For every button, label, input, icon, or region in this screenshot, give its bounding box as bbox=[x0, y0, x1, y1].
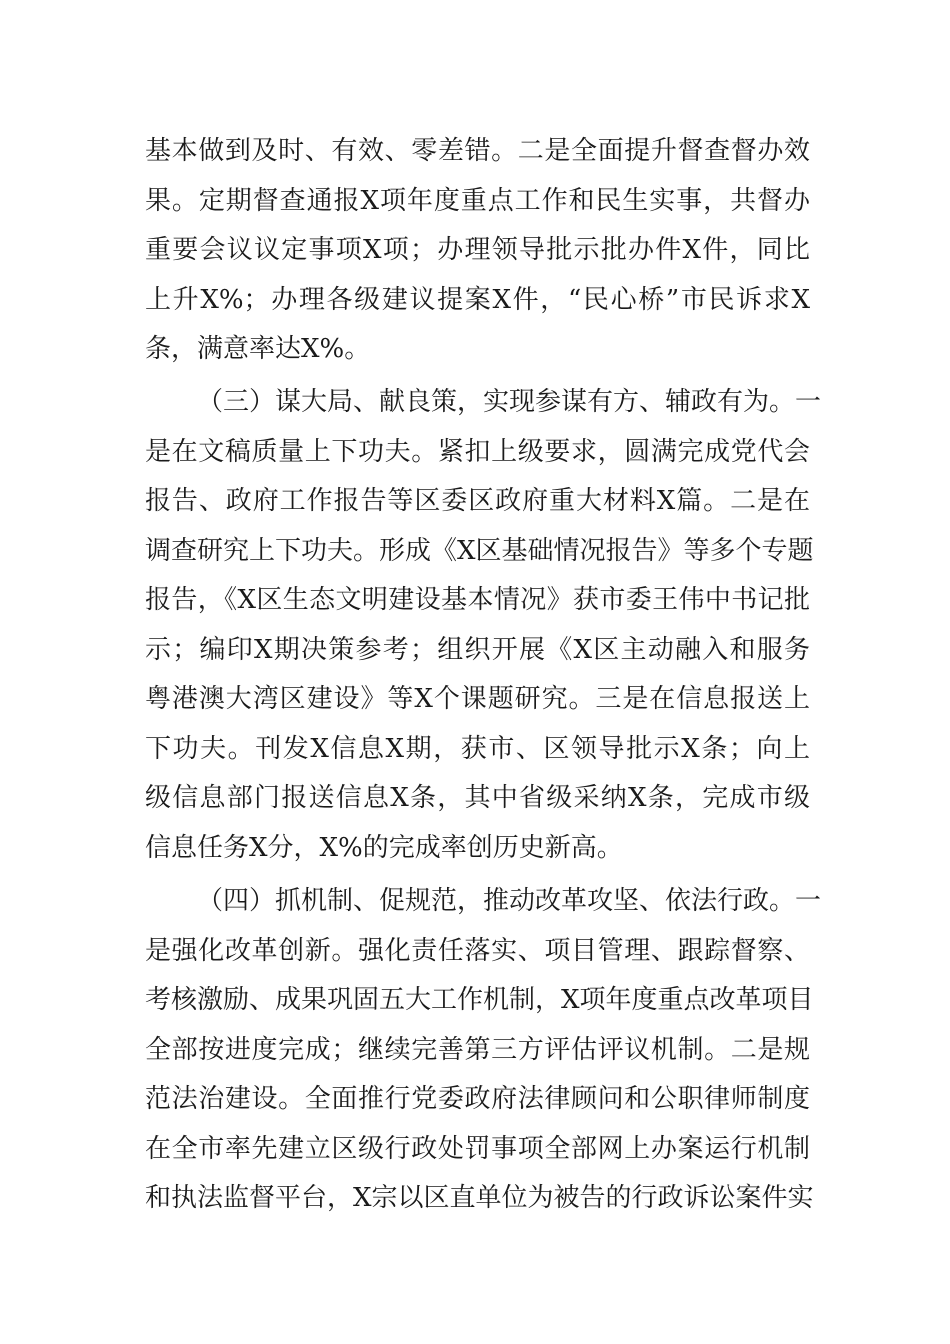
text-line: 考核激励、成果巩固五大工作机制，X项年度重点改革项目 bbox=[145, 985, 814, 1015]
text-line: 基本做到及时、有效、零差错。二是全面提升督查督办效 bbox=[145, 136, 810, 166]
text-line: 粤港澳大湾区建设》等X个课题研究。三是在信息报送上 bbox=[145, 684, 810, 714]
paragraph-section-four bbox=[145, 877, 822, 1224]
text-line: 级信息部门报送信息X条，其中省级采纳X条，完成市级 bbox=[145, 783, 810, 813]
text-line: （三）谋大局、献良策，实现参谋有方、辅政有为。一 bbox=[197, 387, 822, 417]
text-line: 全部按进度完成；继续完善第三方评估评议机制。二是规 bbox=[145, 1034, 810, 1065]
text-line: 报告，《X区生态文明建设基本情况》获市委王伟中书记批 bbox=[145, 585, 810, 615]
text-line: 果。定期督查通报X项年度重点工作和民生实事，共督办 bbox=[145, 185, 810, 216]
text-line: 和执法监督平台，X宗以区直单位为被告的行政诉讼案件实 bbox=[145, 1183, 814, 1213]
text-line: 重要会议议定事项X项；办理领导批示批办件X件，同比 bbox=[145, 235, 810, 265]
text-line: 报告、政府工作报告等区委区政府重大材料X篇。二是在 bbox=[145, 486, 810, 516]
text-line: 在全市率先建立区级行政处罚事项全部网上办案运行机制 bbox=[145, 1133, 810, 1164]
text-line: 下功夫。刊发X信息X期，获市、区领导批示X条；向上 bbox=[145, 733, 810, 764]
paragraph-section-three bbox=[145, 378, 822, 873]
paragraph-continuation bbox=[145, 127, 810, 375]
text-line: 是强化改革创新。强化责任落实、项目管理、跟踪督察、 bbox=[145, 935, 810, 966]
text-line: 信息任务X分，X%的完成率创历史新高。 bbox=[145, 832, 623, 863]
text-line: 上升X%；办理各级建议提案X件，“民心桥”市民诉求X bbox=[145, 284, 810, 315]
text-line: 是在文稿质量上下功夫。紧扣上级要求，圆满完成党代会 bbox=[145, 436, 810, 467]
text-line: 示；编印X期决策参考；组织开展《X区主动融入和服务 bbox=[145, 634, 810, 665]
text-line: 调查研究上下功夫。形成《X区基础情况报告》等多个专题 bbox=[145, 535, 814, 566]
text-line: 条，满意率达X%。 bbox=[145, 334, 371, 364]
text-line: 范法治建设。全面推行党委政府法律顾问和公职律师制度 bbox=[145, 1084, 810, 1114]
text-line: （四）抓机制、促规范，推动改革攻坚、依法行政。一 bbox=[197, 886, 822, 916]
